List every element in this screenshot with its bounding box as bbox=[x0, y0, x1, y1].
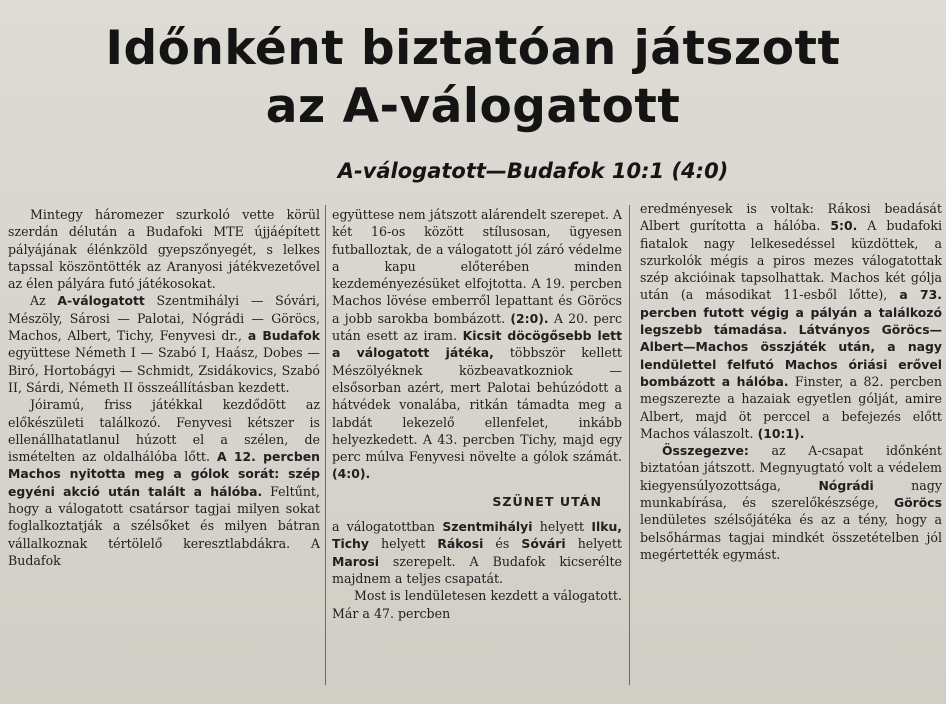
text: Jóiramú, friss játékkal kezdődött az előkészületi találkozó. Fenyvesi kétszer is ellenállhatatlanul húzott el a szélen, de ismételten az oldalhálóba lőtt. bbox=[8, 397, 320, 465]
bold-player: Szentmihályi bbox=[442, 519, 533, 535]
text: lendületes szélsőjátéka és az a tény, hogy a belsőhármas tagjai mindkét összetételben jól megértették egymást. bbox=[640, 512, 942, 562]
text: eredményesek is voltak: Rákosi beadását Albert gurította a hálóba. bbox=[640, 201, 942, 234]
bold-best-attack: a 73. percben futott végig a pályán a találkozó legszebb támadása. Látványos Göröcs—Albert—Machos összjáték után, a nagy lendülettel felfutó Machos óriási erővel bombázott a hálóba. bbox=[640, 287, 943, 389]
subtitle-text: A-válogatott—Budafok 10:1 (4:0) bbox=[337, 159, 729, 183]
bold-final-score: (10:1). bbox=[757, 425, 805, 441]
bold-team-budafok: a Budafok bbox=[247, 328, 320, 344]
paragraph-second-half-start: Most is lendületesen kezdett a válogatott. Már a 47. percben bbox=[332, 588, 622, 621]
paragraph-lineups bbox=[8, 292, 320, 396]
bold-score-5-0: 5:0. bbox=[830, 218, 858, 234]
text: Szentmihályi — Sóvári, Mészöly, Sárosi — Palotai, Nógrádi — Göröcs, Machos, Albert, Tichy, Fenyvesi dr., bbox=[8, 293, 320, 344]
bold-player: Sóvári bbox=[521, 536, 566, 552]
bold-team-a: A-válogatott bbox=[57, 293, 145, 309]
text: helyett bbox=[565, 536, 622, 552]
match-result-subtitle bbox=[0, 158, 946, 184]
headline-line-2: az A-válogatott bbox=[265, 79, 681, 134]
bold-player: Nógrádi bbox=[818, 477, 874, 493]
headline-line-1: Időnként biztatóan játszott bbox=[105, 21, 841, 76]
paragraph-second-half-goals bbox=[640, 200, 942, 442]
text: az A-csapat időnként biztatóan játszott. Megnyugtató volt a védelem kiegyensúlyozottsága, bbox=[640, 443, 942, 493]
section-heading-second-half: SZÜNET UTÁN bbox=[492, 493, 602, 509]
article-column-3 bbox=[640, 200, 942, 563]
text: a válogatottban bbox=[332, 519, 443, 535]
text: A 20. perc után esett az iram. bbox=[332, 310, 622, 344]
text: együttese Németh I — Szabó I, Haász, Dobes — Biró, Hortobágyi — Schmidt, Zsidákovics, Szabó II, Sárdi, Németh II összeállításban kezdett. bbox=[8, 345, 320, 395]
text: A budafoki fiatalok nagy lelkesedéssel küzdöttek, a szurkolók mégis a piros mezes válogatottak szép akcióinak tapsolhattak. Machos két gólja után (a másodikat 11-esből lőtte), bbox=[640, 218, 942, 303]
text: helyett bbox=[532, 519, 592, 535]
article-column-1 bbox=[8, 206, 320, 569]
paragraph-first-half bbox=[332, 206, 622, 483]
text: Az bbox=[30, 293, 58, 309]
bold-score-2-0: (2:0). bbox=[510, 310, 549, 326]
paragraph-first-goal bbox=[8, 396, 320, 569]
cropped-next-headline bbox=[640, 688, 940, 704]
bold-player: Rákosi bbox=[437, 536, 484, 552]
text: együttese nem játszott alárendelt szerepet. A két 16-os között stílusosan, ügyesen futballoztak, de a válogatott jól záró védelme a kapu előterében minden kezdeményezésüket elfojtotta. A 19. percben Machos lövése emberről lepattant és Göröcs a jobb sarokba bombázott. bbox=[332, 207, 622, 326]
text: helyett bbox=[368, 536, 438, 552]
article-column-2 bbox=[332, 206, 622, 622]
bold-player: Göröcs bbox=[893, 495, 942, 511]
text: Feltűnt, hogy a válogatott csatársor tagjai milyen sokat foglalkoztatják a szélsőket és milyen bátran vállalkoznak tértölelő keresztlabdákra. A Budafok bbox=[8, 483, 320, 568]
text: szerepelt. A Budafok kicserélte majdnem a teljes csapatát. bbox=[332, 553, 622, 586]
bold-player: Marosi bbox=[332, 553, 379, 569]
bold-first-goal: A 12. percben Machos nyitotta meg a gólok sorát: szép egyéni akció után talált a hálóba. bbox=[8, 449, 320, 499]
column-divider-1 bbox=[325, 205, 326, 685]
paragraph-substitutions bbox=[332, 518, 622, 587]
paragraph-intro: Mintegy háromezer szurkoló vette körül szerdán délután a Budafoki MTE újjáépített pályájának élénkzöld gyepszőnyegét, s lelkes tapssal köszöntötték az Aranyosi játékvezetővel az élen pályára futó játékosokat. bbox=[8, 207, 320, 292]
paragraph-summary bbox=[640, 442, 942, 563]
bold-score-4-0: (4:0). bbox=[332, 466, 371, 482]
text: többször kellett Mészölyéknek közbeavatkozniok — elsősorban azért, mert Palotai behúzódott a hátvédek vonalába, ritkán támadta meg a labdát lekezelő ellenfelet, inkább helyezkedett. A 43. percben Tichy, majd egy perc múlva Fenyvesi növelte a gólok számát. bbox=[332, 345, 622, 465]
bold-player: Ilku, Tichy bbox=[332, 519, 622, 552]
column-divider-2 bbox=[629, 205, 630, 685]
text: Finster, a 82. percben megszerezte a hazaiak egyetlen gólját, amire Albert, majd öt perccel a befejezés előtt Machos válaszolt. bbox=[640, 373, 942, 441]
bold-summary-label: Összegezve: bbox=[662, 443, 749, 459]
bold-slower-play: Kicsit döcögősebb lett a válogatott játéka, bbox=[332, 328, 622, 361]
text: nagy munkabírása, és szerelőkészsége, bbox=[640, 477, 942, 511]
text: és bbox=[483, 536, 522, 552]
